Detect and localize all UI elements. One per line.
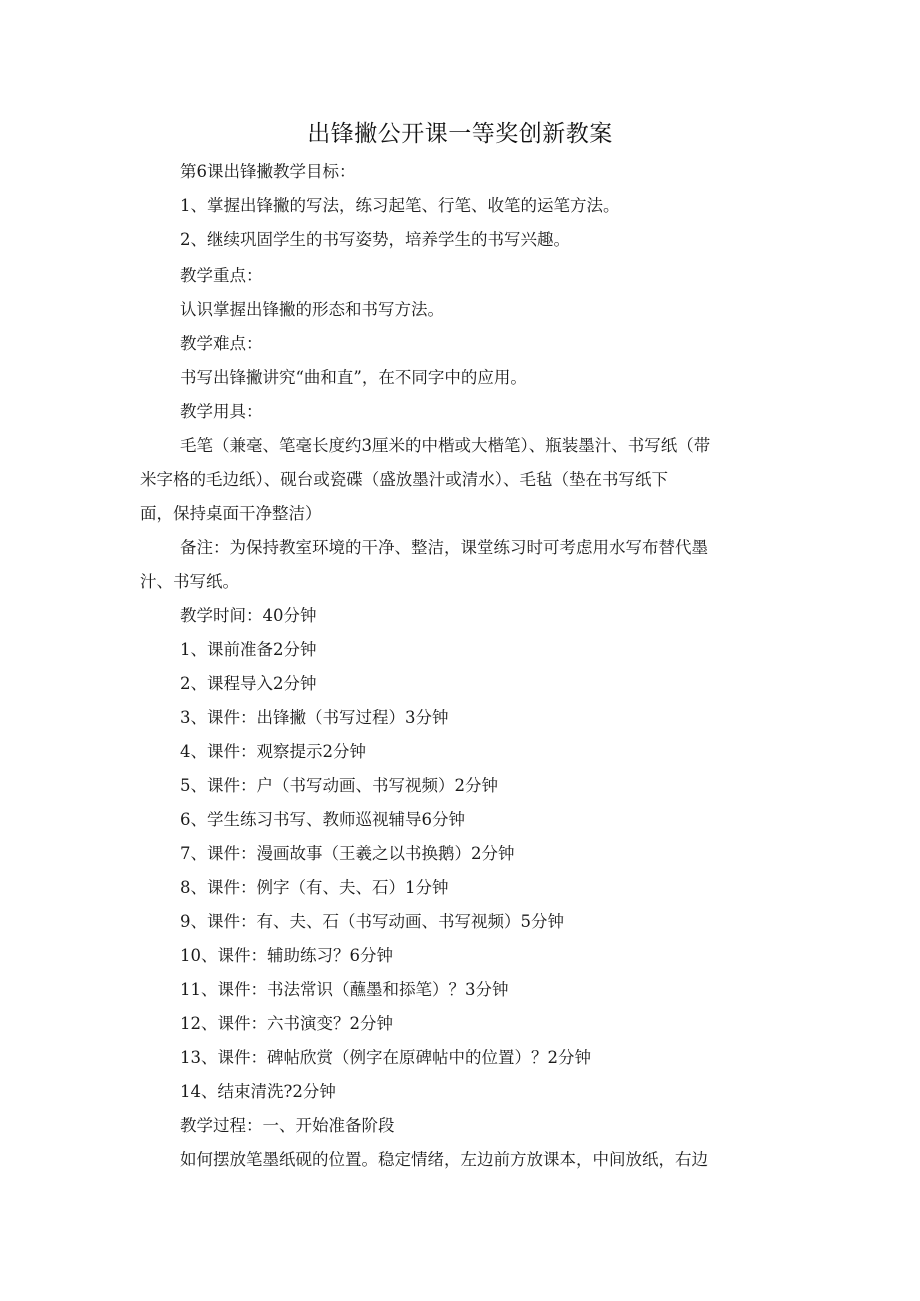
list-item: 1、课前准备2分钟 (180, 640, 317, 659)
paragraph-continuation: 米字格的毛边纸）、砚台或瓷碟（盛放墨汁或清水）、毛毡（垫在书写纸下 (140, 470, 668, 489)
paragraph: 毛笔（兼毫、笔毫长度约3厘米的中楷或大楷笔）、瓶装墨汁、书写纸（带 (180, 436, 711, 455)
paragraph: 教学难点： (180, 334, 263, 353)
list-item: 3、课件：出锋撇（书写过程）3分钟 (180, 708, 449, 727)
list-item: 7、课件：漫画故事（王羲之以书换鹅）2分钟 (180, 844, 515, 863)
list-item: 10、课件：辅助练习？6分钟 (180, 946, 393, 965)
paragraph: 如何摆放笔墨纸砚的位置。稳定情绪，左边前方放课本，中间放纸，右边 (180, 1150, 708, 1169)
list-item: 4、课件：观察提示2分钟 (180, 742, 366, 761)
paragraph: 认识掌握出锋撇的形态和书写方法。 (180, 300, 444, 319)
list-item: 11、课件：书法常识（蘸墨和掭笔）？3分钟 (180, 980, 509, 999)
paragraph-continuation: 汁、书写纸。 (140, 572, 239, 591)
list-item: 2、课程导入2分钟 (180, 674, 317, 693)
paragraph: 1、掌握出锋撇的写法，练习起笔、行笔、收笔的运笔方法。 (180, 196, 620, 215)
paragraph: 书写出锋撇讲究“曲和直”，在不同字中的应用。 (180, 368, 527, 387)
list-item: 14、结束清洗?2分钟 (180, 1082, 336, 1101)
list-item: 8、课件：例字（有、夫、石）1分钟 (180, 878, 449, 897)
paragraph: 2、继续巩固学生的书写姿势，培养学生的书写兴趣。 (180, 230, 570, 249)
document-title: 出锋撇公开课一等奖创新教案 (307, 121, 613, 147)
paragraph: 第6课出锋撇教学目标： (180, 162, 356, 181)
paragraph: 教学重点： (180, 266, 263, 285)
list-item: 5、课件：户（书写动画、书写视频）2分钟 (180, 776, 498, 795)
list-item: 12、课件：六书演变？2分钟 (180, 1014, 393, 1033)
list-item: 13、课件：碑帖欣赏（例字在原碑帖中的位置）？2分钟 (180, 1048, 591, 1067)
paragraph-continuation: 面，保持桌面干净整洁） (140, 504, 322, 523)
paragraph: 备注：为保持教室环境的干净、整洁，课堂练习时可考虑用水写布替代墨 (180, 538, 708, 557)
list-item: 9、课件：有、夫、石（书写动画、书写视频）5分钟 (180, 912, 564, 931)
document-body (140, 155, 790, 1177)
list-item: 6、学生练习书写、教师巡视辅导6分钟 (180, 810, 465, 829)
paragraph: 教学时间：40分钟 (180, 606, 317, 625)
paragraph: 教学用具： (180, 402, 263, 421)
paragraph: 教学过程：一、开始准备阶段 (180, 1116, 395, 1135)
